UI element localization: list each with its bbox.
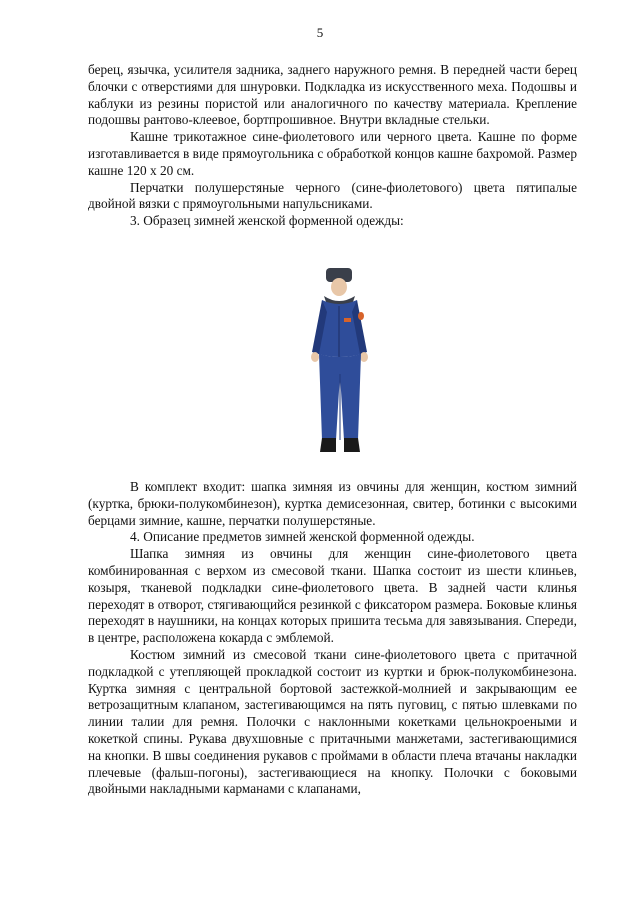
paragraph: Перчатки полушерстяные черного (сине-фиолетового) цвета пятипалые двойной вязки с прямоугольными напульсниками.	[88, 179, 577, 212]
left-hand	[311, 352, 319, 362]
paragraph: Шапка зимняя из овчины для женщин сине-фиолетового цвета комбинированная с верхом из смесовой ткани. Шапка состоит из шести клиньев, козыря, тканевой подкладки сине-фиолетового цвета. В задней части клинья переходят в отворот, стягивающийся резинкой с фиксатором размера. Боковые клинья переходят в наушники, на концах которых пришита тесьма для завязывания. Спереди, в центре, расположена кокарда с эмблемой.	[88, 546, 577, 646]
right-boot	[344, 438, 360, 452]
paragraph: В комплект входит: шапка зимняя из овчины для женщин, костюм зимний (куртка, брюки-полукомбинезон), куртка демисезонная, свитер, ботинки с высокими берцами зимние, кашне, перчатки полушерстяные.	[88, 479, 577, 528]
page-number: 5	[316, 25, 324, 40]
text-block-bottom	[88, 479, 577, 798]
chest-patch	[344, 318, 351, 322]
paragraph: Кашне трикотажное сине-фиолетового или черного цвета. Кашне по форме изготавливается в виде прямоугольника с обработкой концов кашне бахромой. Размер кашне 120 х 20 см.	[88, 129, 577, 178]
right-hand	[360, 352, 368, 362]
text-block-top	[88, 62, 577, 230]
uniform-figure-image	[300, 262, 380, 462]
paragraph: берец, язычка, усилителя задника, заднего наружного ремня. В передней части берец блочки с отверстиями для шнуровки. Подкладка из искусственного меха. Подошвы и каблуки из резины пористой или аналогичного по качеству материала. Крепление подошвы рантово-клеевое, бортпрошивное. Внутри вкладные стельки.	[88, 62, 577, 128]
paragraph: Костюм зимний из смесовой ткани сине-фиолетового цвета с притачной подкладкой с утепляющей прокладкой состоит из куртки и брюк-полукомбинезона. Куртка зимняя с центральной бортовой застежкой-молнией и закрывающим ее ветрозащитным клапаном, застегивающимся на пять пуговиц, с пятью шлевками по линии талии для ремня. Полочки с наклонными кокетками цельнокроеными и кокеткой спины. Рукава двухшовные с притачными манжетами, застегивающимися на кнопки. В швы соединения рукавов с проймами в области плеча втачаны накладки плечевые (фальш-погоны), застегивающиеся на кнопку. Полочки с боковыми двойными накладными карманами с клапанами,	[88, 646, 577, 797]
section-heading: 3. Образец зимней женской форменной одежды:	[130, 213, 404, 229]
face	[331, 278, 347, 296]
section-heading: 4. Описание предметов зимней женской форменной одежды.	[130, 529, 475, 545]
left-boot	[320, 438, 336, 452]
sleeve-patch	[358, 312, 364, 320]
